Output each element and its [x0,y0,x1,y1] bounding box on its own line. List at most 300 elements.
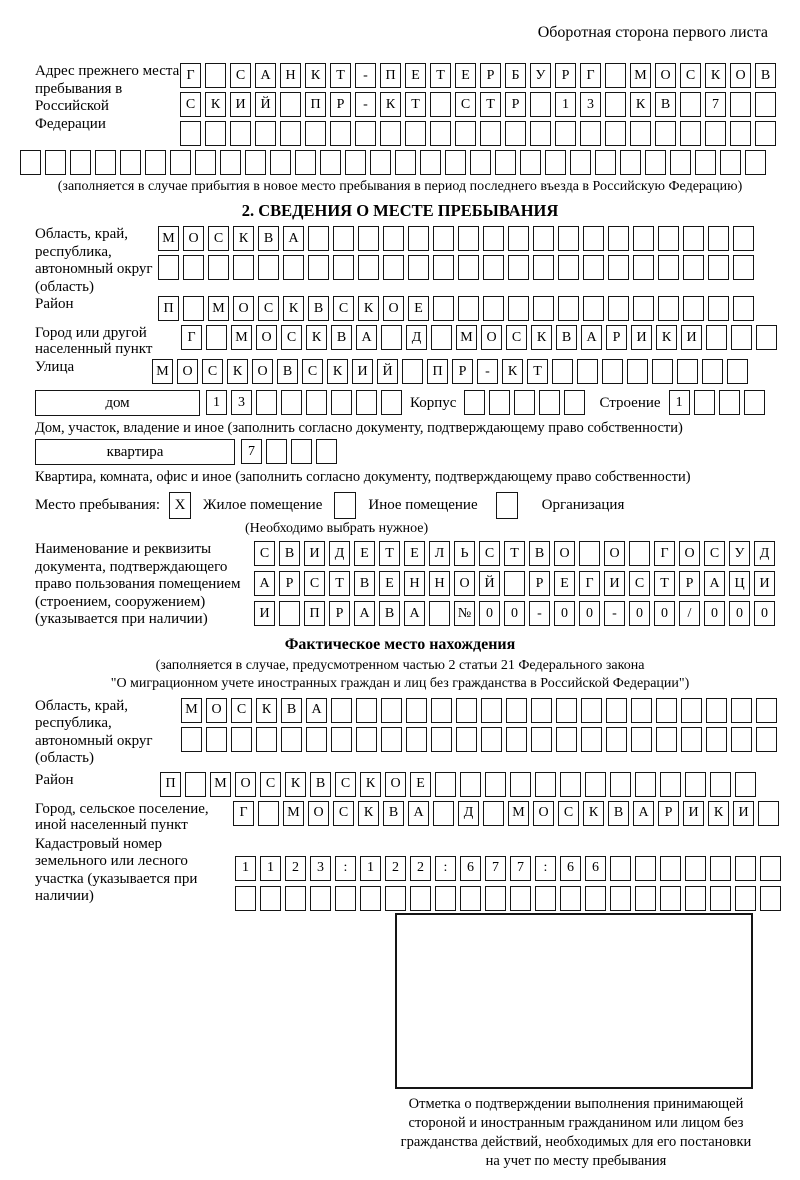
char-cell[interactable]: Е [410,772,431,797]
char-cell[interactable] [481,698,502,723]
char-cell[interactable]: Т [430,63,451,88]
char-cell[interactable]: 7 [241,439,262,464]
char-cell[interactable]: И [683,801,704,826]
char-cell[interactable]: Т [329,571,350,596]
char-cell[interactable]: Д [754,541,775,566]
char-cell[interactable] [683,255,704,280]
char-cell[interactable] [610,886,631,911]
char-cell[interactable] [719,390,740,415]
char-cell[interactable]: С [335,772,356,797]
char-cell[interactable] [408,255,429,280]
char-cell[interactable] [456,727,477,752]
char-cell[interactable]: 0 [579,601,600,626]
char-cell[interactable]: Т [480,92,501,117]
char-cell[interactable]: А [283,226,304,251]
char-cell[interactable]: О [177,359,198,384]
char-cell[interactable] [581,698,602,723]
char-cell[interactable]: Т [527,359,548,384]
char-cell[interactable] [205,63,226,88]
char-cell[interactable] [610,772,631,797]
char-cell[interactable] [408,226,429,251]
char-cell[interactable] [183,296,204,321]
char-cell[interactable]: - [529,601,550,626]
char-cell[interactable] [658,226,679,251]
char-cell[interactable] [585,772,606,797]
char-cell[interactable]: А [633,801,654,826]
char-cell[interactable] [731,325,752,350]
char-cell[interactable] [431,325,452,350]
char-cell[interactable] [560,886,581,911]
char-cell[interactable] [380,121,401,146]
char-cell[interactable]: О [183,226,204,251]
char-cell[interactable]: Й [479,571,500,596]
char-cell[interactable] [381,325,402,350]
char-cell[interactable]: И [604,571,625,596]
char-cell[interactable]: К [327,359,348,384]
char-cell[interactable]: 0 [629,601,650,626]
char-cell[interactable] [433,801,454,826]
char-cell[interactable] [505,121,526,146]
char-cell[interactable]: Е [404,541,425,566]
char-cell[interactable] [470,150,491,175]
char-cell[interactable]: О [533,801,554,826]
char-cell[interactable] [195,150,216,175]
char-cell[interactable]: В [383,801,404,826]
char-cell[interactable] [245,150,266,175]
char-cell[interactable]: В [277,359,298,384]
char-cell[interactable] [708,255,729,280]
char-cell[interactable]: К [360,772,381,797]
char-cell[interactable] [533,255,554,280]
char-cell[interactable] [305,121,326,146]
char-cell[interactable]: В [529,541,550,566]
char-cell[interactable] [733,296,754,321]
char-cell[interactable] [655,121,676,146]
char-cell[interactable] [606,727,627,752]
char-cell[interactable]: 7 [485,856,506,881]
char-cell[interactable] [605,92,626,117]
char-cell[interactable] [458,255,479,280]
char-cell[interactable] [756,727,777,752]
char-cell[interactable]: М [181,698,202,723]
char-cell[interactable]: И [254,601,275,626]
char-cell[interactable] [206,727,227,752]
char-cell[interactable] [745,150,766,175]
char-cell[interactable]: П [160,772,181,797]
char-cell[interactable] [406,727,427,752]
char-cell[interactable] [456,698,477,723]
char-cell[interactable]: К [502,359,523,384]
char-cell[interactable]: О [252,359,273,384]
char-cell[interactable] [308,226,329,251]
char-cell[interactable]: М [630,63,651,88]
char-cell[interactable] [755,92,776,117]
char-cell[interactable]: В [379,601,400,626]
char-cell[interactable]: О [679,541,700,566]
char-cell[interactable]: 0 [729,601,750,626]
char-cell[interactable]: 7 [510,856,531,881]
char-cell[interactable]: А [408,801,429,826]
char-cell[interactable]: П [380,63,401,88]
char-cell[interactable] [730,121,751,146]
char-cell[interactable] [708,296,729,321]
char-cell[interactable]: П [158,296,179,321]
char-cell[interactable] [170,150,191,175]
char-cell[interactable] [331,390,352,415]
char-cell[interactable]: В [608,801,629,826]
char-cell[interactable] [433,226,454,251]
char-cell[interactable]: В [755,63,776,88]
char-cell[interactable] [180,121,201,146]
char-cell[interactable] [558,296,579,321]
char-cell[interactable]: А [354,601,375,626]
char-cell[interactable] [633,255,654,280]
char-cell[interactable]: К [256,698,277,723]
char-cell[interactable]: Е [405,63,426,88]
char-cell[interactable]: С [629,571,650,596]
char-cell[interactable] [356,390,377,415]
char-cell[interactable] [595,150,616,175]
char-cell[interactable] [331,698,352,723]
char-cell[interactable]: 3 [310,856,331,881]
char-cell[interactable] [410,886,431,911]
char-cell[interactable]: Н [429,571,450,596]
char-cell[interactable] [183,255,204,280]
char-cell[interactable]: В [258,226,279,251]
char-cell[interactable] [206,325,227,350]
char-cell[interactable]: О [233,296,254,321]
char-cell[interactable] [710,886,731,911]
char-cell[interactable]: Е [379,571,400,596]
inoe-checkbox[interactable] [334,492,356,519]
char-cell[interactable]: И [754,571,775,596]
char-cell[interactable]: Т [379,541,400,566]
char-cell[interactable] [558,255,579,280]
char-cell[interactable] [730,92,751,117]
char-cell[interactable]: Ц [729,571,750,596]
char-cell[interactable]: У [530,63,551,88]
char-cell[interactable] [531,698,552,723]
char-cell[interactable] [685,772,706,797]
char-cell[interactable]: К [358,296,379,321]
char-cell[interactable] [735,886,756,911]
char-cell[interactable] [660,856,681,881]
char-cell[interactable] [756,325,777,350]
char-cell[interactable] [220,150,241,175]
char-cell[interactable] [270,150,291,175]
char-cell[interactable] [464,390,485,415]
char-cell[interactable]: - [355,92,376,117]
char-cell[interactable] [608,296,629,321]
char-cell[interactable] [258,255,279,280]
char-cell[interactable] [333,255,354,280]
char-cell[interactable] [630,121,651,146]
char-cell[interactable]: : [535,856,556,881]
char-cell[interactable]: М [210,772,231,797]
char-cell[interactable] [706,727,727,752]
char-cell[interactable] [633,226,654,251]
char-cell[interactable] [545,150,566,175]
char-cell[interactable]: И [733,801,754,826]
char-cell[interactable] [656,727,677,752]
char-cell[interactable] [280,92,301,117]
char-cell[interactable]: 1 [235,856,256,881]
char-cell[interactable]: Р [452,359,473,384]
char-cell[interactable] [95,150,116,175]
char-cell[interactable]: 1 [360,856,381,881]
char-cell[interactable] [531,727,552,752]
char-cell[interactable] [295,150,316,175]
char-cell[interactable] [683,296,704,321]
char-cell[interactable] [708,226,729,251]
char-cell[interactable]: С [506,325,527,350]
char-cell[interactable] [685,886,706,911]
char-cell[interactable] [660,886,681,911]
char-cell[interactable]: Д [329,541,350,566]
char-cell[interactable] [658,255,679,280]
char-cell[interactable]: - [477,359,498,384]
char-cell[interactable] [555,121,576,146]
char-cell[interactable] [539,390,560,415]
char-cell[interactable] [480,121,501,146]
char-cell[interactable] [552,359,573,384]
char-cell[interactable] [760,886,781,911]
char-cell[interactable] [608,226,629,251]
char-cell[interactable]: Р [505,92,526,117]
char-cell[interactable]: К [227,359,248,384]
char-cell[interactable]: 2 [285,856,306,881]
char-cell[interactable] [345,150,366,175]
char-cell[interactable]: : [435,856,456,881]
char-cell[interactable]: Р [679,571,700,596]
char-cell[interactable]: В [308,296,329,321]
char-cell[interactable]: Д [406,325,427,350]
char-cell[interactable]: 6 [460,856,481,881]
char-cell[interactable]: В [655,92,676,117]
char-cell[interactable] [755,121,776,146]
char-cell[interactable]: 1 [206,390,227,415]
char-cell[interactable]: Е [408,296,429,321]
char-cell[interactable] [306,727,327,752]
char-cell[interactable]: Д [458,801,479,826]
char-cell[interactable]: Р [329,601,350,626]
char-cell[interactable] [145,150,166,175]
char-cell[interactable] [735,856,756,881]
char-cell[interactable] [677,359,698,384]
char-cell[interactable]: П [304,601,325,626]
char-cell[interactable]: Т [330,63,351,88]
char-cell[interactable]: О [481,325,502,350]
char-cell[interactable] [205,121,226,146]
char-cell[interactable]: 6 [560,856,581,881]
char-cell[interactable]: Г [579,571,600,596]
char-cell[interactable] [705,121,726,146]
char-cell[interactable] [605,63,626,88]
char-cell[interactable] [633,296,654,321]
char-cell[interactable]: Н [280,63,301,88]
char-cell[interactable] [430,92,451,117]
char-cell[interactable]: С [302,359,323,384]
char-cell[interactable]: С [258,296,279,321]
char-cell[interactable] [483,255,504,280]
char-cell[interactable] [330,121,351,146]
char-cell[interactable] [320,150,341,175]
char-cell[interactable]: К [531,325,552,350]
char-cell[interactable]: К [656,325,677,350]
char-cell[interactable] [381,390,402,415]
char-cell[interactable] [580,121,601,146]
char-cell[interactable] [310,886,331,911]
char-cell[interactable] [233,255,254,280]
char-cell[interactable] [605,121,626,146]
char-cell[interactable]: О [235,772,256,797]
char-cell[interactable] [495,150,516,175]
char-cell[interactable]: К [285,772,306,797]
char-cell[interactable] [533,226,554,251]
char-cell[interactable] [356,698,377,723]
char-cell[interactable]: К [233,226,254,251]
char-cell[interactable] [602,359,623,384]
char-cell[interactable] [279,601,300,626]
char-cell[interactable]: 1 [669,390,690,415]
char-cell[interactable]: К [283,296,304,321]
char-cell[interactable] [231,727,252,752]
char-cell[interactable]: Г [580,63,601,88]
char-cell[interactable]: С [333,296,354,321]
char-cell[interactable] [431,698,452,723]
char-cell[interactable]: В [310,772,331,797]
char-cell[interactable] [433,296,454,321]
char-cell[interactable] [358,226,379,251]
char-cell[interactable] [631,727,652,752]
char-cell[interactable]: Р [658,801,679,826]
char-cell[interactable]: А [581,325,602,350]
char-cell[interactable] [483,801,504,826]
char-cell[interactable]: А [356,325,377,350]
char-cell[interactable] [381,727,402,752]
char-cell[interactable]: О [383,296,404,321]
char-cell[interactable]: С [704,541,725,566]
char-cell[interactable]: С [304,571,325,596]
char-cell[interactable]: И [681,325,702,350]
char-cell[interactable]: О [604,541,625,566]
char-cell[interactable]: К [708,801,729,826]
char-cell[interactable] [256,727,277,752]
char-cell[interactable]: Р [480,63,501,88]
char-cell[interactable] [710,856,731,881]
char-cell[interactable] [530,121,551,146]
char-cell[interactable] [520,150,541,175]
char-cell[interactable]: О [206,698,227,723]
char-cell[interactable] [280,121,301,146]
char-cell[interactable] [255,121,276,146]
char-cell[interactable]: М [456,325,477,350]
char-cell[interactable] [706,325,727,350]
char-cell[interactable] [583,226,604,251]
char-cell[interactable]: А [306,698,327,723]
char-cell[interactable]: К [630,92,651,117]
char-cell[interactable]: 6 [585,856,606,881]
char-cell[interactable] [583,296,604,321]
char-cell[interactable] [20,150,41,175]
char-cell[interactable]: Ь [454,541,475,566]
char-cell[interactable] [381,698,402,723]
char-cell[interactable]: О [454,571,475,596]
char-cell[interactable] [620,150,641,175]
char-cell[interactable]: И [230,92,251,117]
char-cell[interactable]: 1 [555,92,576,117]
char-cell[interactable]: С [558,801,579,826]
char-cell[interactable] [331,727,352,752]
char-cell[interactable] [185,772,206,797]
char-cell[interactable]: М [283,801,304,826]
char-cell[interactable]: М [152,359,173,384]
char-cell[interactable] [756,698,777,723]
char-cell[interactable] [504,571,525,596]
char-cell[interactable] [702,359,723,384]
char-cell[interactable] [510,772,531,797]
char-cell[interactable]: В [279,541,300,566]
char-cell[interactable] [235,886,256,911]
char-cell[interactable] [577,359,598,384]
char-cell[interactable]: П [305,92,326,117]
char-cell[interactable] [433,255,454,280]
char-cell[interactable] [266,439,287,464]
char-cell[interactable] [508,296,529,321]
char-cell[interactable] [735,772,756,797]
char-cell[interactable] [570,150,591,175]
char-cell[interactable] [230,121,251,146]
char-cell[interactable] [308,255,329,280]
char-cell[interactable] [744,390,765,415]
char-cell[interactable] [333,226,354,251]
char-cell[interactable] [564,390,585,415]
char-cell[interactable] [260,886,281,911]
char-cell[interactable]: П [427,359,448,384]
char-cell[interactable] [585,886,606,911]
char-cell[interactable]: К [583,801,604,826]
char-cell[interactable]: О [655,63,676,88]
char-cell[interactable] [256,390,277,415]
char-cell[interactable] [635,886,656,911]
char-cell[interactable] [435,772,456,797]
char-cell[interactable]: С [260,772,281,797]
char-cell[interactable] [460,772,481,797]
char-cell[interactable]: 0 [504,601,525,626]
char-cell[interactable] [608,255,629,280]
char-cell[interactable] [560,772,581,797]
char-cell[interactable]: 0 [704,601,725,626]
char-cell[interactable] [395,150,416,175]
char-cell[interactable] [706,698,727,723]
char-cell[interactable] [645,150,666,175]
char-cell[interactable]: № [454,601,475,626]
char-cell[interactable] [558,226,579,251]
char-cell[interactable] [483,296,504,321]
char-cell[interactable] [485,886,506,911]
char-cell[interactable] [483,226,504,251]
char-cell[interactable] [508,255,529,280]
char-cell[interactable] [579,541,600,566]
char-cell[interactable] [710,772,731,797]
char-cell[interactable]: Р [529,571,550,596]
char-cell[interactable]: Й [255,92,276,117]
char-cell[interactable] [445,150,466,175]
char-cell[interactable] [635,856,656,881]
char-cell[interactable] [629,541,650,566]
char-cell[interactable] [429,601,450,626]
char-cell[interactable]: М [158,226,179,251]
